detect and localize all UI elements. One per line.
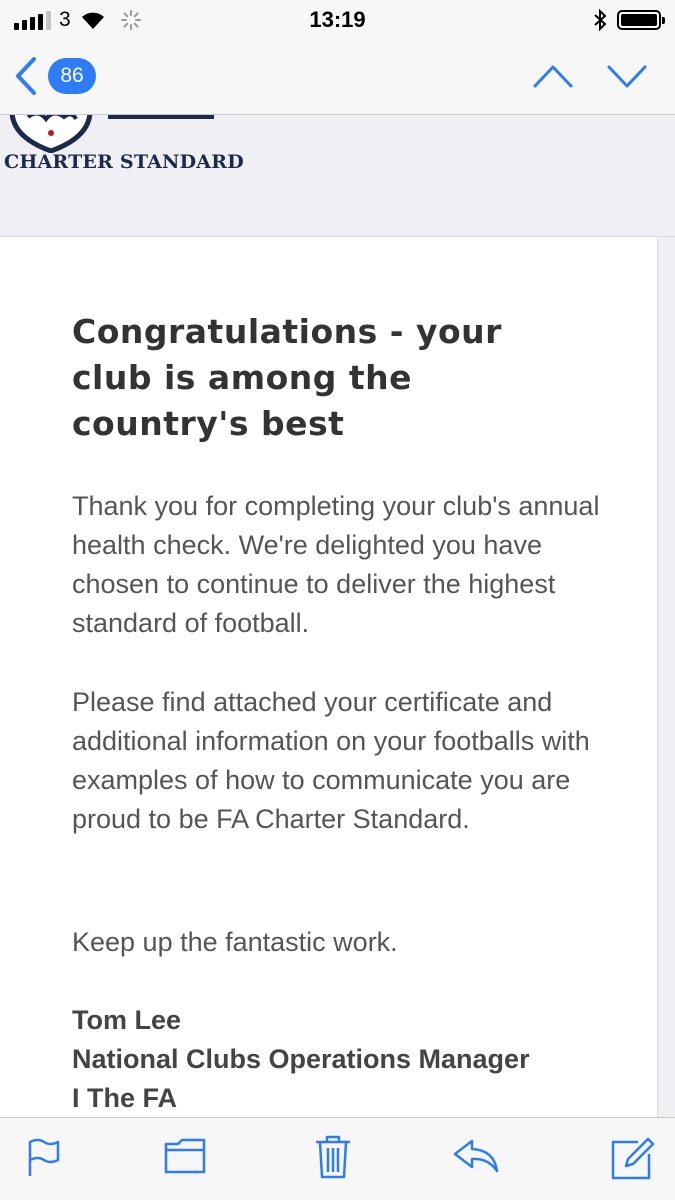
email-paragraph: Please find attached your certificate and additional information on your footballs with examples of how to communicate you are proud to be FA Charter Standard. <box>72 687 590 834</box>
email-body <box>0 237 658 1117</box>
chevron-up-icon[interactable] <box>532 62 574 90</box>
status-right <box>593 8 661 32</box>
email-signature <box>72 1001 632 1118</box>
email-paragraph: Keep up the fantastic work. <box>72 927 398 957</box>
folder-icon[interactable] <box>164 1138 206 1174</box>
compose-icon[interactable] <box>610 1136 656 1182</box>
email-paragraph: Thank you for completing your club's annual health check. We're delighted you have chosen to continue to deliver the highest standard of football. <box>72 491 600 638</box>
logo-divider <box>108 115 214 119</box>
unread-count-badge: 86 <box>48 58 96 94</box>
email-header-image <box>0 115 675 237</box>
chevron-down-icon[interactable] <box>606 62 648 90</box>
bluetooth-icon <box>593 9 607 31</box>
logo-text: CHARTER STANDARD <box>4 151 244 173</box>
bottom-toolbar <box>0 1117 675 1200</box>
signature-title: National Clubs Operations Manager <box>72 1044 530 1074</box>
carrier-label: 3 <box>59 8 71 31</box>
fa-crest-icon <box>6 115 96 153</box>
flag-icon[interactable] <box>26 1138 62 1178</box>
signature-name: Tom Lee <box>72 1005 182 1035</box>
reply-icon[interactable] <box>452 1138 500 1174</box>
nav-bar <box>0 40 675 115</box>
email-heading: Congratulations - your club is among the country's best <box>72 312 502 443</box>
signature-org: I The FA <box>72 1083 178 1113</box>
back-button[interactable] <box>14 56 96 96</box>
status-time: 13:19 <box>309 7 366 32</box>
trash-icon[interactable] <box>314 1134 352 1180</box>
chevron-left-icon <box>14 56 38 96</box>
status-bar <box>0 0 675 40</box>
battery-icon <box>617 10 661 30</box>
